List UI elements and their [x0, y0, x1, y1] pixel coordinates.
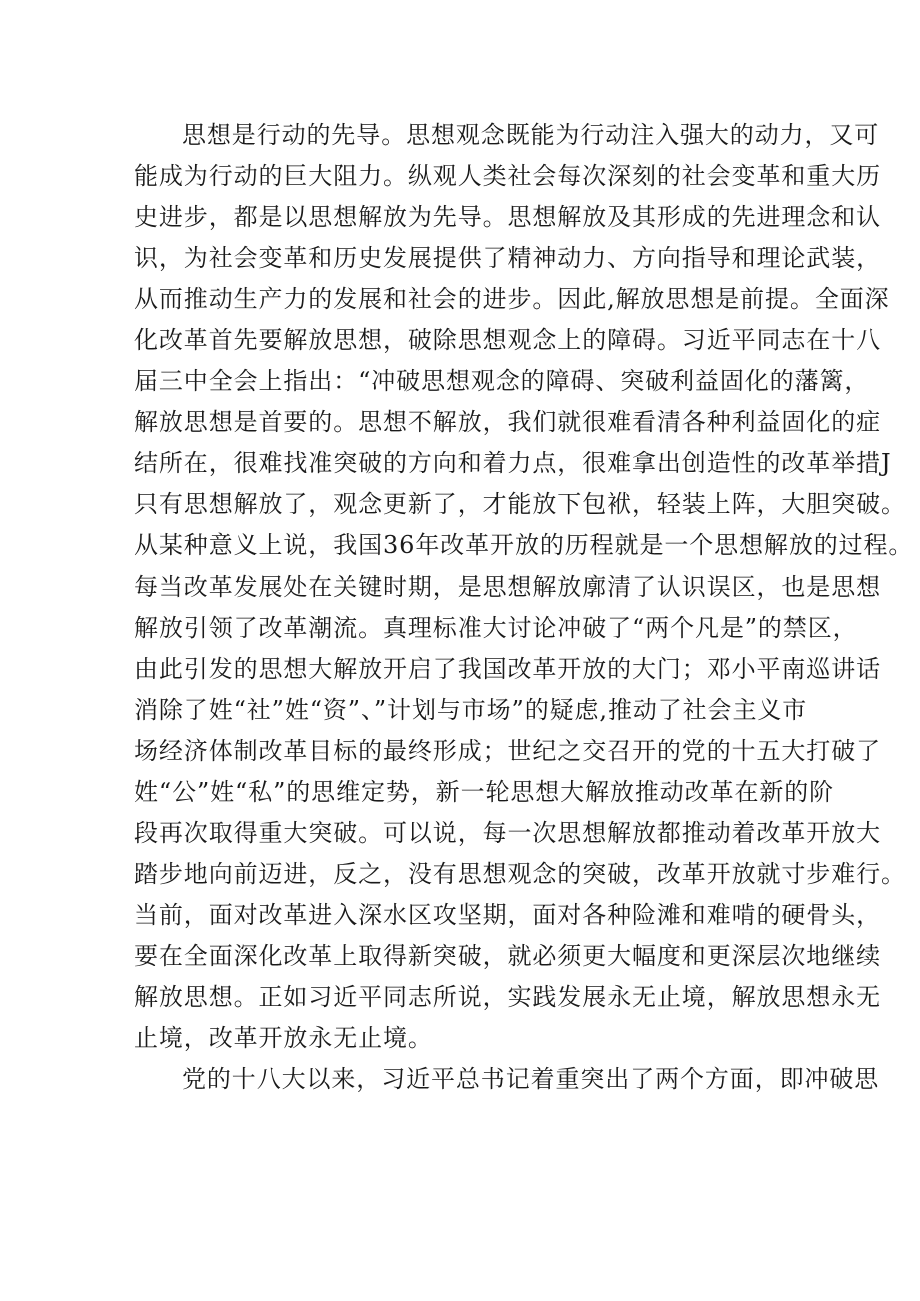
text-line: 化改革首先要解放思想，破除思想观念上的障碍。习近平同志在十八 — [134, 326, 881, 355]
text-line: 结所在，很难找准突破的方向和着力点，很难拿出创造性的改革举措J — [134, 449, 892, 478]
text-line: 场经济体制改革目标的最终形成；世纪之交召开的党的十五大打破了 — [134, 736, 881, 765]
text-line: 踏步地向前迈进，反之，没有思想观念的突破，改革开放就寸步难行。 — [134, 859, 906, 888]
text-line: 段再次取得重大突破。可以说，每一次思想解放都推动着改革开放大 — [134, 818, 881, 847]
text-line: 史进步，都是以思想解放为先导。思想解放及其形成的先进理念和认 — [134, 203, 881, 232]
text-line: 消除了姓“社”姓“资”、”计划与市场”的疑虑,推动了社会主义市 — [134, 695, 808, 724]
body-text — [134, 115, 914, 1100]
paragraph — [134, 115, 914, 1059]
text-line: 解放引领了改革潮流。真理标准大讨论冲破了“两个凡是”的禁区， — [134, 613, 858, 642]
text-line: 思想是行动的先导。思想观念既能为行动注入强大的动力，又可 — [182, 121, 880, 149]
text-line: 由此引发的思想大解放开启了我国改革开放的大门；邓小平南巡讲话 — [134, 654, 881, 683]
text-line: 识，为社会变革和历史发展提供了精神动力、方向指导和理论武装， — [134, 244, 881, 273]
text-line: 从而推动生产力的发展和社会的进步。因此,解放思想是前提。全面深 — [134, 285, 890, 314]
text-line: 党的十八大以来，习近平总书记着重突出了两个方面，即冲破思 — [182, 1065, 880, 1094]
text-line: 能成为行动的巨大阻力。纵观人类社会每次深刻的社会变革和重大历 — [134, 162, 881, 191]
text-line: 姓“公”姓“私”的思维定势，新一轮思想大解放推动改革在新的阶 — [134, 777, 835, 806]
text-line: 当前，面对改革进入深水区攻坚期，面对各种险滩和难啃的硬骨头， — [134, 900, 881, 929]
text-line: 解放思想是首要的。思想不解放，我们就很难看清各种利益固化的症 — [134, 408, 881, 437]
text-line: 要在全面深化改革上取得新突破，就必须更大幅度和更深层次地继续 — [134, 941, 881, 970]
text-line: 止境，改革开放永无止境。 — [134, 1024, 433, 1053]
text-line: 届三中全会上指出：“冲破思想观念的障碍、突破利益固化的藩篱， — [134, 367, 870, 396]
text-line: 每当改革发展处在关键时期，是思想解放廓清了认识误区，也是思想 — [134, 572, 881, 601]
text-line: 从某种意义上说，我国36年改革开放的历程就是一个思想解放的过程。 — [134, 531, 914, 560]
text-line: 解放思想。正如习近平同志所说，实践发展永无止境，解放思想永无 — [134, 982, 881, 1011]
paragraph — [134, 1059, 880, 1100]
text-line: 只有思想解放了，观念更新了，才能放下包袱，轻装上阵，大胆突破。 — [134, 490, 906, 519]
